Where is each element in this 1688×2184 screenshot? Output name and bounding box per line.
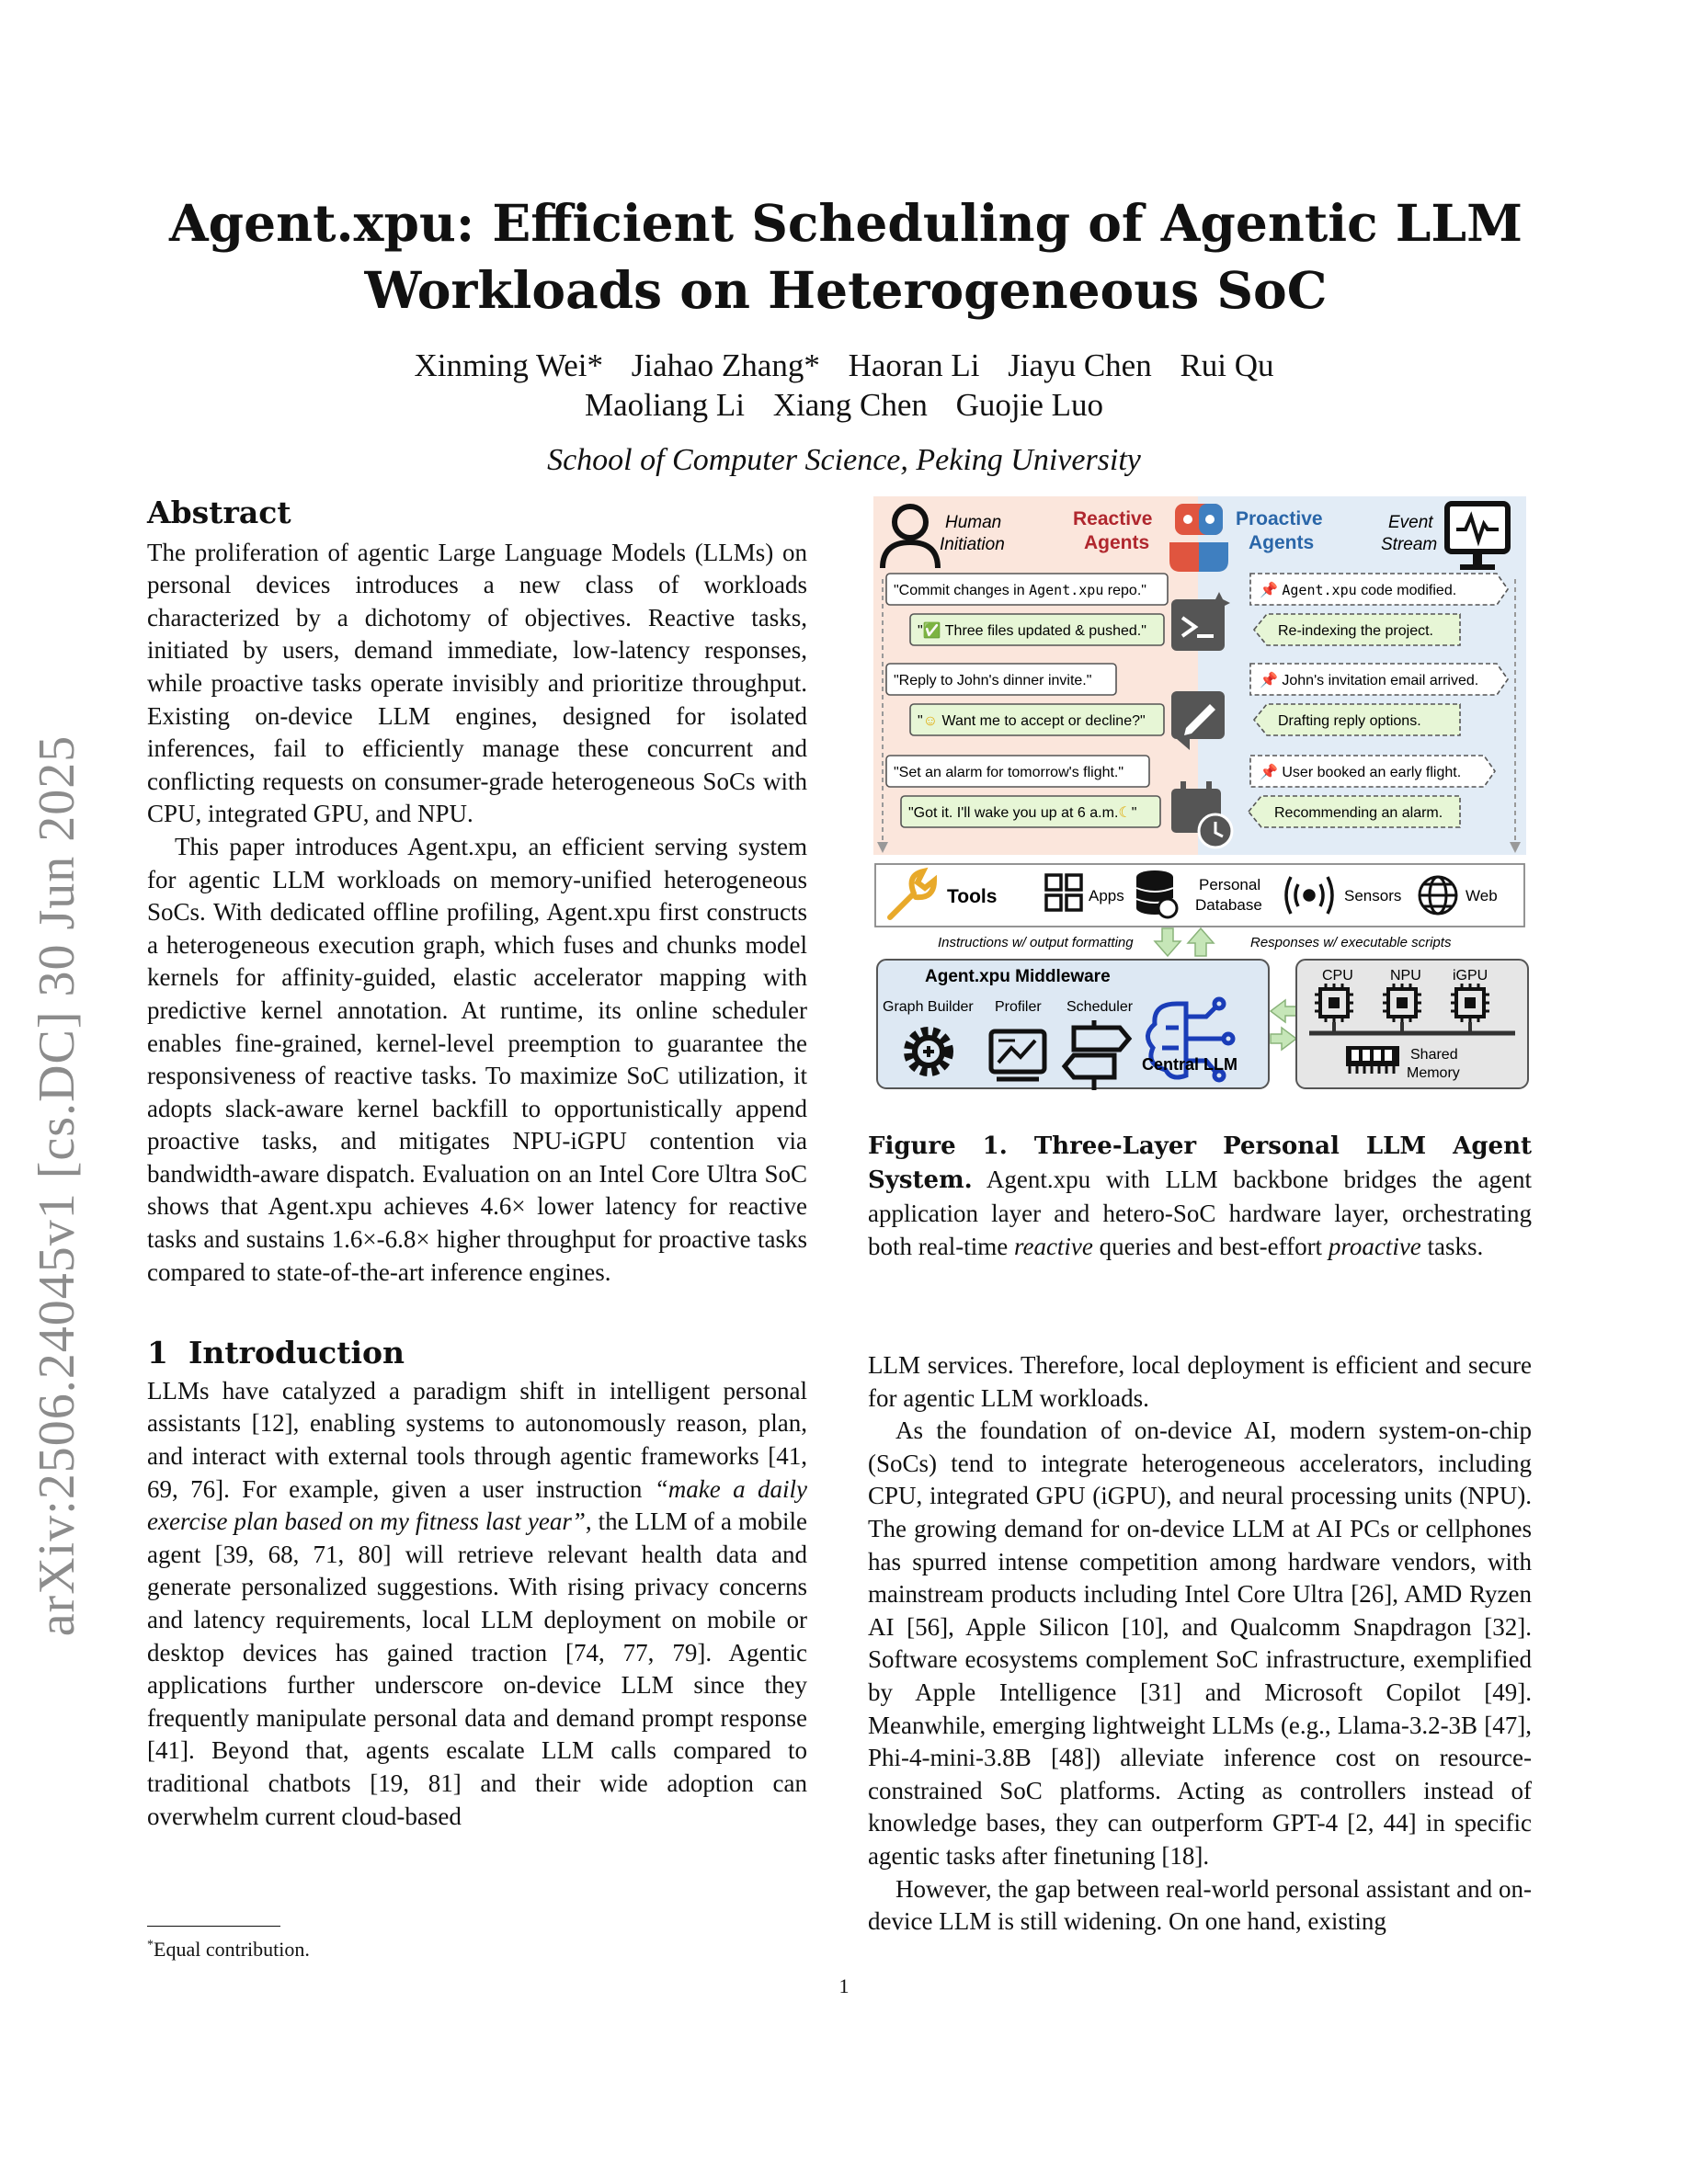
page-number: 1 <box>838 1974 850 1997</box>
personal-database-label: Personal <box>1199 876 1261 893</box>
event-text: 📌 John's invitation email arrived. <box>1260 673 1479 688</box>
user-query: "Commit changes in Agent.xpu repo." <box>894 582 1146 598</box>
right-paragraph-1: LLM services. Therefore, local deployment is efficient and secure for agentic LLM workloads. <box>868 1351 1532 1412</box>
cpu-chip-icon <box>1315 984 1353 1022</box>
middleware-title: Agent.xpu Middleware <box>925 967 1111 986</box>
caption-emphasis: reactive <box>1013 1233 1093 1260</box>
user-query: "Set an alarm for tomorrow's flight." <box>894 765 1124 780</box>
npu-label: NPU <box>1390 968 1421 984</box>
intro-text: LLMs have catalyzed a paradigm shift in intelligent personal assistants [12], enabling systems to autonomously reason, plan, and interact with external tools through agentic frameworks [41, 69, 76]. For example, given a user instruction <box>147 1376 807 1503</box>
author: Guojie Luo <box>955 387 1104 423</box>
agent-reply: "✅ Three files updated & pushed." <box>918 623 1146 639</box>
author: Xiang Chen <box>772 387 928 423</box>
caption-text: Agent.xpu with LLM backbone bridges the agent application layer and hetero-SoC hardware layer, orchestrating both real-time <box>868 1166 1532 1260</box>
right-paragraph-3: However, the gap between real-world personal assistant and on-device LLM is still widening. On one hand, existing <box>868 1874 1532 1936</box>
user-query: "Reply to John's dinner invite." <box>894 673 1092 688</box>
database-icon <box>1136 870 1177 917</box>
event-stream-label: Event <box>1388 513 1433 532</box>
event-stream-label: Stream <box>1381 535 1438 554</box>
title-line-1: Agent.xpu: Efficient Scheduling of Agentic LLM <box>168 193 1523 253</box>
caption-text: queries and best-effort <box>1092 1233 1329 1260</box>
abstract-paragraph-1: The proliferation of agentic Large Language Models (LLMs) on personal devices introduces a new class of workloads characterized by a dichotomy of objectives. Reactive tasks, initiated by users, demand immediate, low-latency responses, while proactive tasks operate invisibly and prioritize throughput. Existing on-device LLM engines, designed for isolated inferences, fail to efficiently manage these concurrent and conflicting requests on consumer-grade heterogeneous SoCs with CPU, integrated GPU, and NPU. <box>147 538 807 828</box>
figure-caption <box>868 1129 1532 1263</box>
profiler-label: Profiler <box>995 999 1042 1015</box>
agent-reply: "Got it. I'll wake you up at 6 a.m.☾" <box>908 805 1137 821</box>
action-text: Re-indexing the project. <box>1278 623 1433 639</box>
action-text: Recommending an alarm. <box>1274 805 1443 821</box>
left-arrow <box>1271 1028 1296 1050</box>
right-paragraph-2: As the foundation of on-device AI, modern system-on-chip (SoCs) tend to integrate heterogeneous accelerators, including CPU, integrated GPU (iGPU), and neural processing units (NPU). The growing demand for on-device LLM at AI PCs or cellphones has spurred intense competition among hardware vendors, with mainstream products including Intel Core Ultra [26], AMD Ryzen AI [56], Apple Silicon [10], and Qualcomm Snapdragon [32]. Software ecosystems complement SoC infrastructure, exemplified by Apple Intelligence [31] and Microsoft Copilot [49]. Meanwhile, emerging lightweight LLMs (e.g., Llama-3.2-3B [47], Phi-4-mini-3.8B [48]) alleviate inference cost on resource-constrained SoC platforms. Acting as controllers instead of knowledge bases, they can outperform GPT-4 [2, 44] in specific agentic tasks after finetuning [18]. <box>868 1416 1532 1870</box>
reactive-agents-label: Agents <box>1084 532 1150 553</box>
personal-database-label: Database <box>1195 896 1262 914</box>
instructions-label: Instructions w/ output formatting <box>938 935 1134 950</box>
up-arrow <box>1188 928 1214 956</box>
intro-paragraph-1 <box>147 1375 807 1833</box>
footnote <box>147 1938 310 1962</box>
shared-memory-label: Memory <box>1407 1065 1460 1081</box>
abstract-heading: Abstract <box>147 495 291 530</box>
author: Jiahao Zhang* <box>631 347 820 383</box>
figure-1-diagram <box>873 496 1535 1103</box>
right-arrow <box>1271 1000 1296 1022</box>
igpu-chip-icon <box>1451 984 1489 1022</box>
author: Jiayu Chen <box>1008 347 1152 383</box>
scheduler-label: Scheduler <box>1066 999 1134 1015</box>
reactive-agents-label: Reactive <box>1073 508 1153 529</box>
agent-reply: "☺ Want me to accept or decline?" <box>918 713 1146 729</box>
event-text: 📌 User booked an early flight. <box>1260 765 1462 780</box>
caption-emphasis: proactive <box>1328 1233 1421 1260</box>
npu-chip-icon <box>1383 984 1421 1022</box>
shared-memory-label: Shared <box>1410 1047 1458 1063</box>
abstract-paragraph-2: This paper introduces Agent.xpu, an efficient serving system for agentic LLM workloads on memory-unified heterogeneous SoCs. With dedicated offline profiling, Agent.xpu first constructs a heterogeneous execution graph, which fuses and chunks model kernels for affinity-guided, elastic accelerator mapping with predictive kernel annotation. At runtime, its online scheduler enables fine-grained, kernel-level preemption to guarantee the responsiveness of reactive tasks. To maximize SoC utilization, it adopts slack-aware kernel backfill to opportunistically append proactive tasks, and mitigates NPU-iGPU contention via bandwidth-aware dispatch. Evaluation on an Intel Core Ultra SoC shows that Agent.xpu achieves 4.6× lower latency for reactive tasks and sustains 1.6×-6.8× higher throughput for proactive tasks compared to state-of-the-art inference engines. <box>147 832 807 1286</box>
tools-label: Tools <box>947 886 998 907</box>
central-llm-label: Central LLM <box>1142 1055 1238 1074</box>
apps-label: Apps <box>1089 887 1124 904</box>
author: Xinming Wei* <box>414 347 603 383</box>
paper-title <box>147 189 1545 324</box>
action-text: Drafting reply options. <box>1278 713 1421 729</box>
footnote-text: Equal contribution. <box>154 1938 310 1961</box>
responses-label: Responses w/ executable scripts <box>1250 935 1452 950</box>
igpu-label: iGPU <box>1453 968 1488 984</box>
proactive-agents-label: Agents <box>1249 532 1315 553</box>
figure-1 <box>873 496 1535 1103</box>
footnote-rule <box>147 1926 280 1927</box>
arxiv-stamp: arXiv:2506.24045v1 [cs.DC] 30 Jun 2025 <box>29 734 86 1637</box>
graph-builder-label: Graph Builder <box>883 999 974 1015</box>
gear-icon <box>908 1031 949 1072</box>
section-number: 1 <box>147 1335 168 1371</box>
sensors-label: Sensors <box>1344 887 1402 904</box>
web-label: Web <box>1466 887 1498 904</box>
section-title: Introduction <box>188 1335 405 1371</box>
left-column <box>147 496 807 1833</box>
proactive-agents-label: Proactive <box>1236 508 1323 529</box>
caption-text: tasks. <box>1420 1233 1484 1260</box>
intro-text: , the LLM of a mobile agent [39, 68, 71, 80] will retrieve relevant health data and generate personalized suggestions. With rising privacy concerns and latency requirements, local LLM deployment on mobile or desktop devices has gained traction [74, 77, 79]. Agentic applications further underscore on-device LLM since they frequently manipulate personal data and demand prompt response [41]. Beyond that, agents escalate LLM calls compared to traditional chatbots [19, 81] and their wide adoption can overwhelm current cloud-based <box>147 1507 807 1830</box>
caption-label: Figure 1. Three-Layer Personal LLM Agent System. <box>868 1132 1532 1194</box>
human-initiation-label: Human <box>945 513 1002 532</box>
author: Haoran Li <box>848 347 980 383</box>
human-initiation-label: Initiation <box>940 535 1005 554</box>
section-heading-introduction <box>147 1337 807 1370</box>
affiliation: School of Computer Science, Peking University <box>547 443 1141 477</box>
down-arrow <box>1155 928 1180 956</box>
intro-quote: “make a daily exercise plan based on my fitness last year” <box>147 1474 807 1536</box>
event-text: 📌 Agent.xpu code modified. <box>1260 582 1457 598</box>
right-column <box>868 1349 1532 1939</box>
cpu-label: CPU <box>1322 968 1353 984</box>
author: Maoliang Li <box>584 387 745 423</box>
title-line-2: Workloads on Heterogeneous SoC <box>364 260 1328 320</box>
terminal-icon <box>1171 592 1230 651</box>
footnote-mark: * <box>147 1938 154 1952</box>
author-list <box>276 346 1412 425</box>
author: Rui Qu <box>1180 347 1274 383</box>
